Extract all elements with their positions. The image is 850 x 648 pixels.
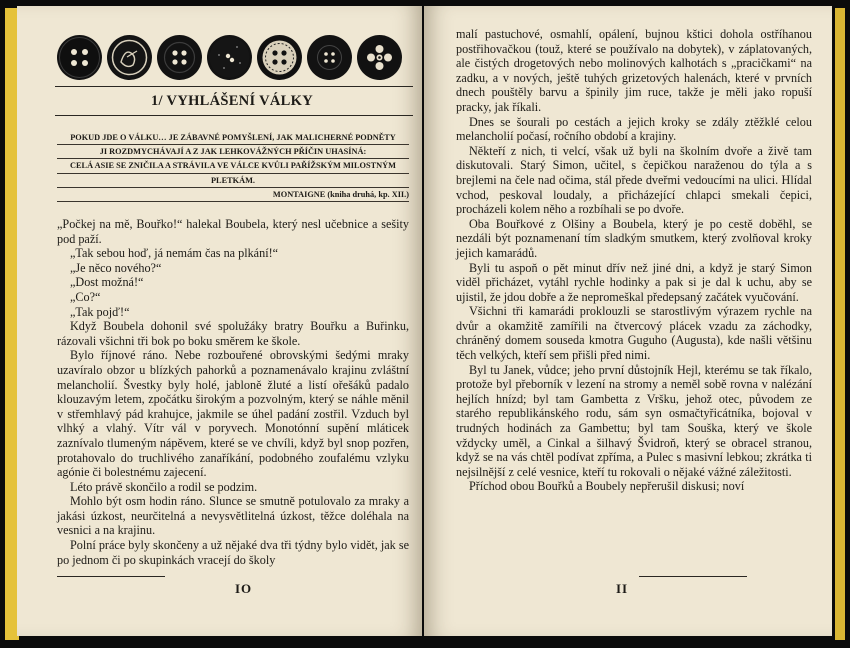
paragraph: Polní práce byly skončeny a už nějaké dva tři týdny bylo vidět, jak se po jednom či po skupinkách vracejí do školy [57,538,409,567]
paragraph: „Tak sebou hoď, já nemám čas na plkání!“ [70,246,279,261]
epigraph-line: CELÁ ASIE SE ZNIČILA A STRÁVILA VE VÁLCE KVŮLI PAŘÍŽSKÝM MILOSTNÝM [57,159,409,173]
epigraph-source: MONTAIGNE (kniha druhá, kp. XII.) [57,188,409,202]
button-small-holes-icon [307,35,352,80]
chapter-title: 1/ VYHLÁŠENÍ VÁLKY [151,93,313,109]
page-number-left: IO [235,581,253,596]
left-page [17,6,422,636]
button-rimmed-four-holes-icon [157,35,202,80]
paragraph: „Tak pojď!“ [70,304,130,319]
right-page [424,6,832,636]
left-body-text [57,217,409,567]
paragraph: Oba Bouřkové z Olšiny a Boubela, který je po cestě doběhl, se nezdáli být poznamenaní tím sladkým smutkem, který zvolňoval kroky jejich kamarádů. [456,216,812,260]
button-floral-icon [357,35,402,80]
epigraph-line: PLETKÁM. [57,174,409,188]
title-rule-bottom [55,115,413,116]
page-number-right: II [616,581,629,596]
paragraph: Příchod obou Bouřků a Boubely nepřerušil diskusi; noví [469,479,745,494]
paragraph: Když Boubela dohonil své spolužáky bratry Bouřku a Buřinku, rázovali všichni tři bok po boku směrem ke škole. [57,319,409,348]
paragraph: Byli tu aspoň o pět minut dřív než jiné dni, a když je starý Simon viděl přicházet, vytáhl rychle hodinky a pak si je dal k uchu, aby se ujistil, že jdou dobře a že nepromeškal předepsaný začátek vyučování. [456,260,812,304]
button-illustration-row [57,32,402,82]
button-speckled-icon [207,35,252,80]
page-number-rule [57,576,165,577]
paragraph: „Dost možná!“ [70,275,144,290]
paragraph: Léto právě skončilo a rodil se podzim. [70,479,258,494]
paragraph: Mohlo být osm hodin ráno. Slunce se smutně potulovalo za mraky a jakási úzkost, neurčitelná a nevysvětlitelná úzkost, těžce doléhala na vesnici a na krajinu. [57,494,409,538]
epigraph-line: POKUD JDE O VÁLKU… JE ZÁBAVNÉ POMYŠLENÍ, JAK MALICHERNÉ PODNĚTY [57,131,409,145]
paragraph: Dnes se šourali po cestách a jejich kroky se zdály ztěžklé celou melancholií počasí, ročního období a krajiny. [456,114,812,144]
paragraph: Bylo říjnové ráno. Nebe rozbouřené obrovskými šedými mraky uzavíralo obzor u blízkých pahorků a poznamenávalo krajinu zvláštní melancholií. Švestky byly holé, jabloně žluté a listí ořešáků padalo klouzavým letem, zpočátku širokým a pozvolným, který se náhle měnil v střemhlavý pád krahujce, jakmile se úhel padání zostřil. Vzduch byl vlhký a vlahý. Vítr vál v poryvech. Monotónní supění mláticek zaznívalo tlumeným nápěvem, které se ve chvíli, když byl snop pozřen, protahovalo do truchlivého zanaříkání, podobného zoufalému vzlyku agónie či bolestnému zajecení. [57,348,409,480]
paragraph: „Počkej na mě, Bouřko!“ halekal Boubela, který nesl učebnice a sešity pod paží. [57,217,409,246]
paragraph: „Je něco nového?“ [70,260,162,275]
title-rule-top [55,86,413,87]
epigraph-line: JI ROZDMYCHÁVAJÍ A Z JAK LEHKOVÁŽNÝCH PŘÍČIN UHASÍNÁ: [57,145,409,159]
book-edge-right [835,8,845,640]
right-body-text [456,27,812,494]
button-ornate-icon [107,35,152,80]
button-stitched-icon [257,35,302,80]
paragraph: „Co?“ [70,289,101,304]
paragraph: Někteří z nich, ti velcí, však už byli na školním dvoře a živě tam diskutovali. Starý Simon, učitel, s čepičkou naraženou do týla a s brejlemi na čele nad očima, stál přede dveřmi vedoucími na ulici. Hlídal vchod, peskoval loudaly, a přicházející chlapci smekali čepici, procházeli kolem něho a rozbíhali se po dvoře. [456,143,812,217]
paragraph: Byl tu Janek, vůdce; jeho první důstojník Hejl, kterému se tak říkalo, protože byl přeborník v lezení na stromy a neměl sobě rovna v nalézání hejlích hnízd; byl tam Gambetta z Vršku, jehož otec, původem ze starého republikánského rodu, sám syn osmačtyřicátníka, bojoval v trudných hodinách za Gambettu; byl tam Souška, který ve škole vždycky uměl, a Cinkal a šilhavý Švidroň, který se obracel stranou, když se na vás chtěl podívat zpříma, a Pulec s masivní lebkou; zkrátka ti nejsilnější z celé vesnice, kteří tu rokovali o nějaké vážné záležitosti. [456,362,812,479]
page-number-rule [639,576,747,577]
paragraph: malí pastuchové, osmahlí, opálení, bujnou kštici dohola ostříhanou postřihovačkou (touž, které se používalo na dobytek), v záplatovaných, ale čistých drogetových nebo molinových kalhotách s „pracičkami“ na zadku, a v nových, ještě tuhých grizetových halenách, které v prvních dnech pouštěly barvu a špinily jim ruce, takže je měli jako ropuší pracky, jak říkali. [456,27,812,114]
epigraph [57,131,409,202]
button-four-holes-icon [57,35,102,80]
paragraph: Všichni tři kamarádi proklouzli se starostlivým výrazem rychle na dvůr a okamžitě zamířili na čtvercový plácek vzadu za záchodky, chráněný domem souseda kmotra Guguho (Augusta), kde našli většinu těch velkých, kteří sem přišli před nimi. [456,304,812,363]
